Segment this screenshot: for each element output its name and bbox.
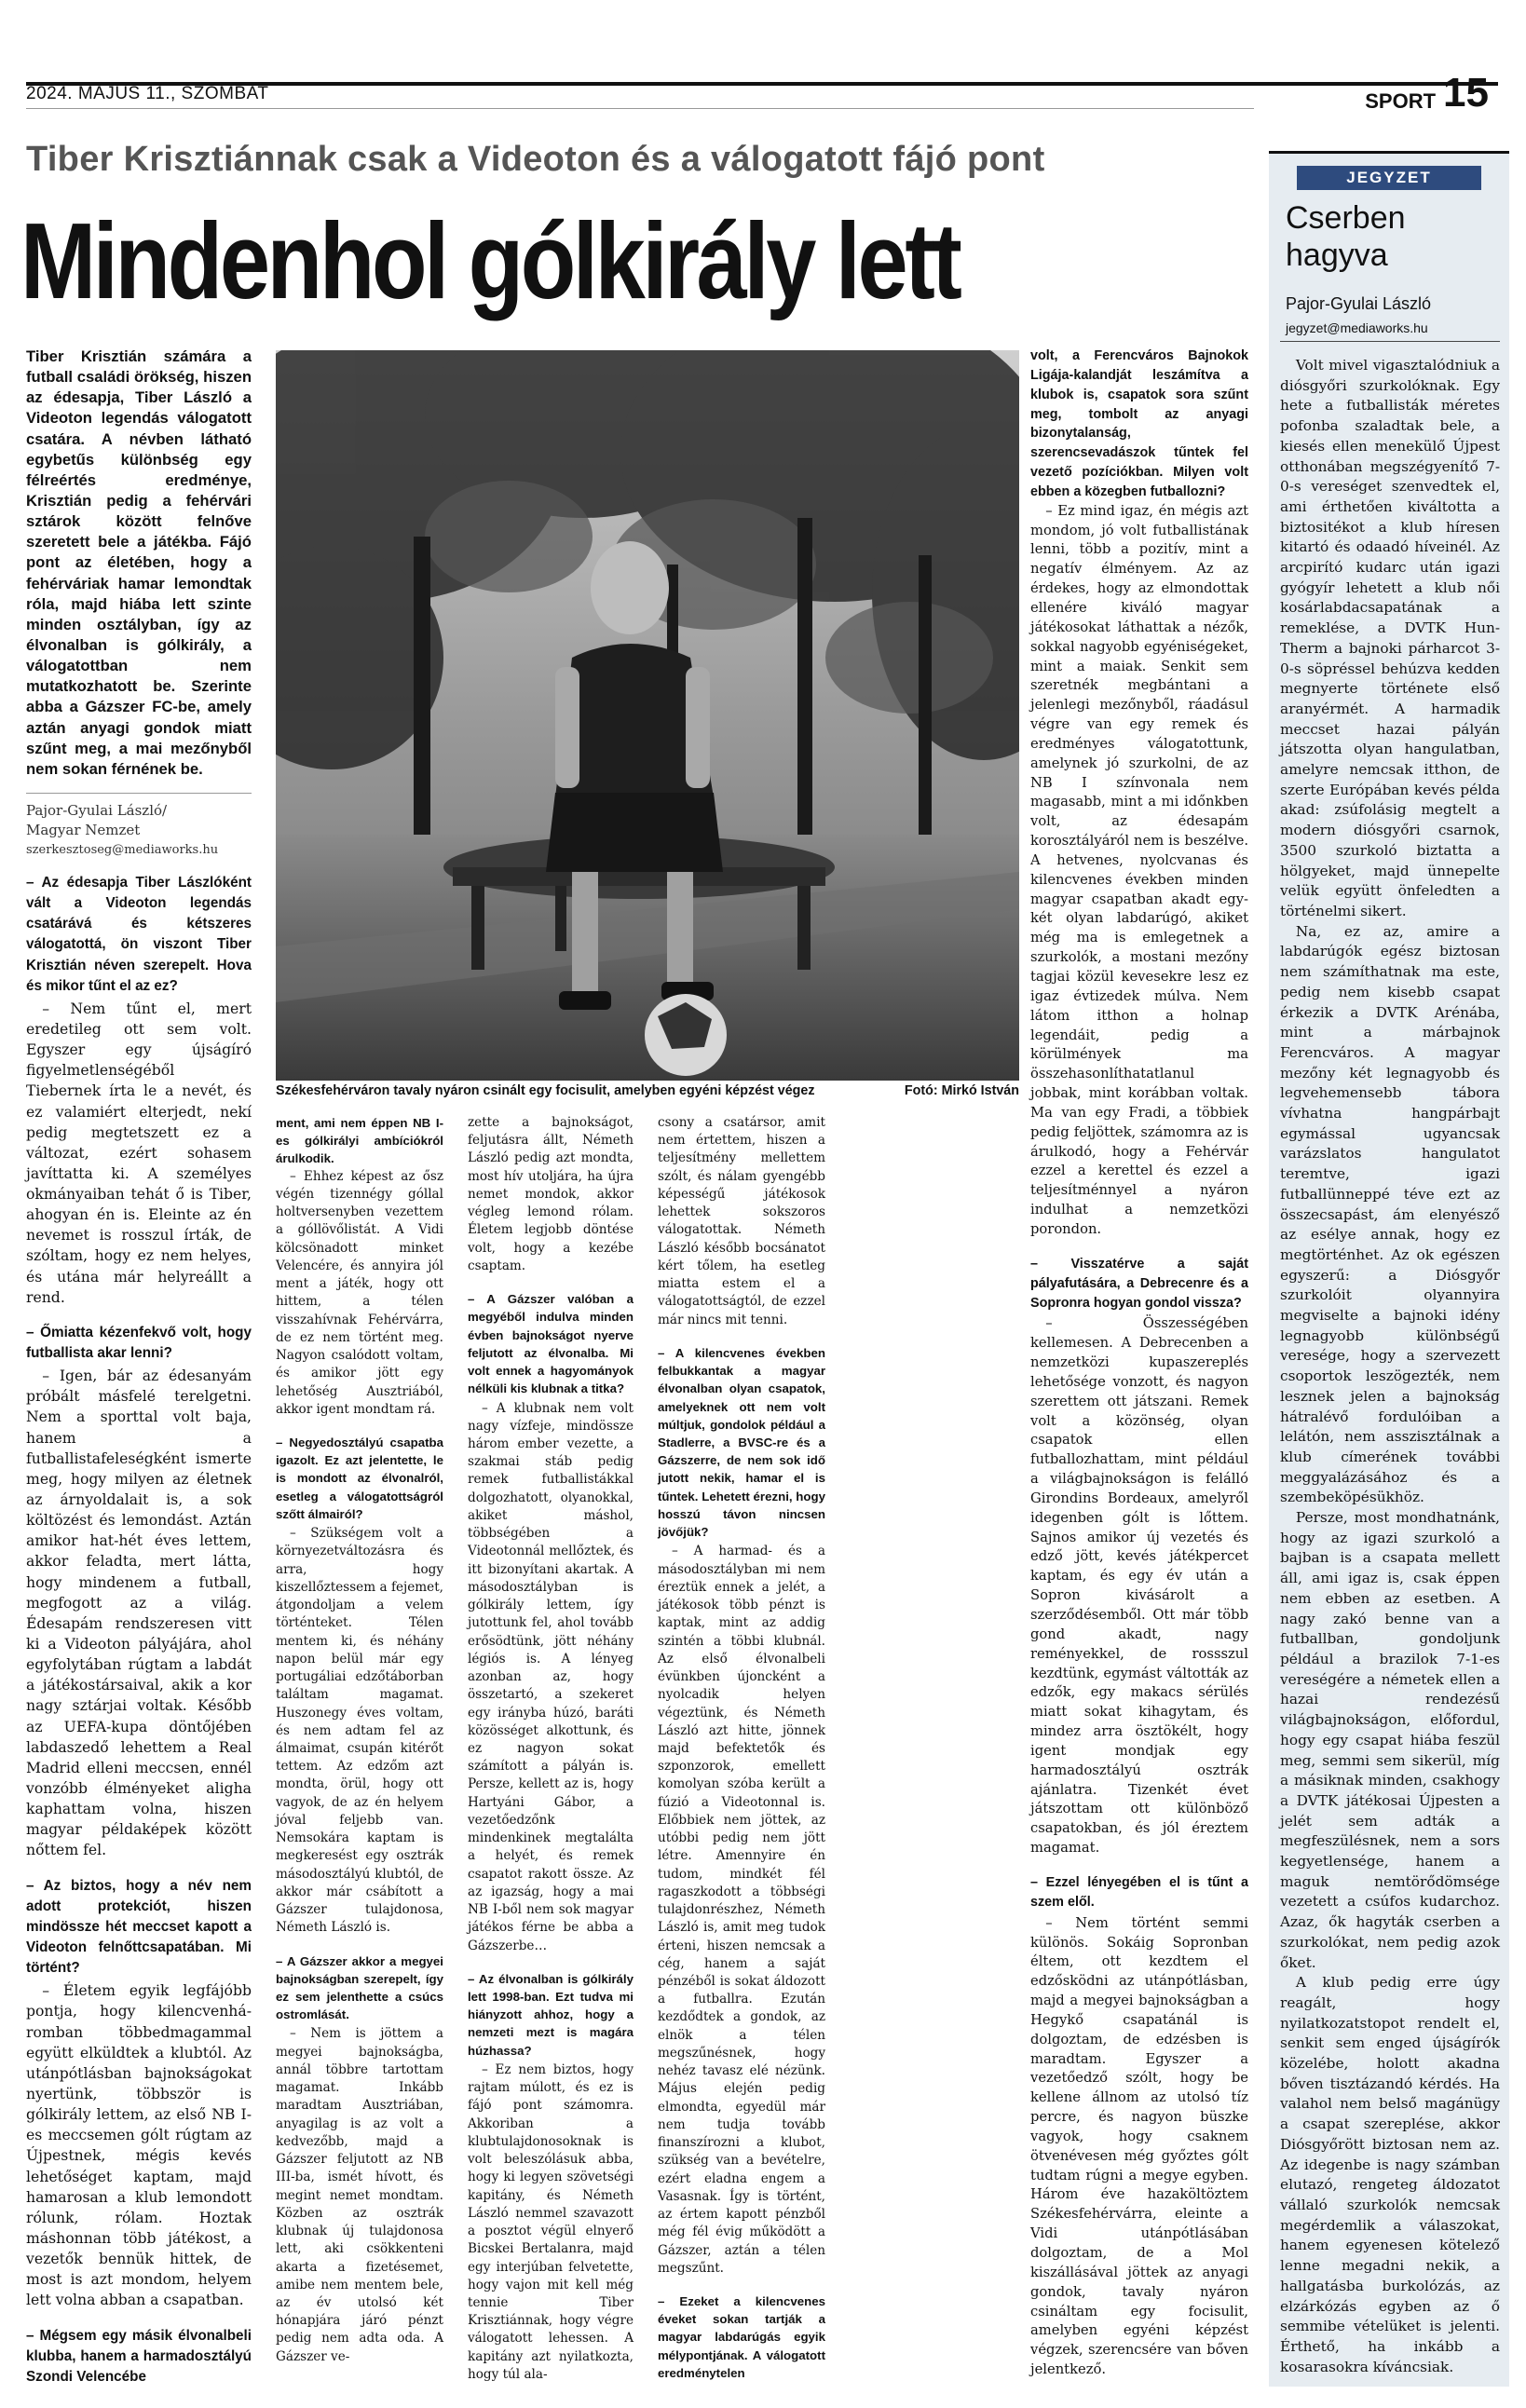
headline: Mindenhol gólkirály lett xyxy=(20,200,960,321)
lead-paragraph: Tiber Krisztián számára a futball családi örökség, hiszen az édesapja, Tiber László a Videoton legendás válogatott csatára. A névben látható egybetűs különbség egy félreértés eredménye, Krisztián pedig a fehérvári sztárok között felnőve szeretett bele a játékba. Fájó pont az életében, hogy a fehérváriak hamar lemondtak róla, majd hiába lett szinte minden osztályban, így az élvonalban is gólkirály, a válogatottban nem mutatkozhatott be. Szerinte abba a Gázszer FC-be, amely aztán anyagi gondok miatt szűnt meg, a mai mezőnyből nem sokan férnének be. xyxy=(26,347,252,778)
page-number: 15 xyxy=(1443,70,1489,116)
interview-question: – Visszatérve a saját pályafutására, a Debrecenre és a Sopronra hogyan gondol vissza? xyxy=(1030,1256,1248,1311)
body-paragraph: – A klubnak nem volt nagy vízfeje, mindössze három ember vezette, a szakmai stáb pedig remek futballistákkal dolgozhatott, olyanokkal, akiket máshol, többségében a Videotonnál mellőztek, és itt bizonyítani akartak. A másodosztályban is gólkirály lettem, így jutottunk fel, ahol tovább erősödtünk, jött néhány légiós is. A lényeg azonban az, hogy összetartó, a szekeret egy irányba húzó, baráti közösséget alkottunk, és ez nagyon sokat számított a pályán is. Persze, kellett az is, hogy Hartyáni Gábor, a vezetőedzőnk mindenkinek megtalálta a helyét, és remek csapatot rakott össze. Az az igazság, hogy a mai NB I-ből nem sok magyar játékos férne be abba a Gázszerbe… xyxy=(468,1400,634,1953)
byline xyxy=(26,793,252,860)
body-paragraph: – Szükségem volt a környezetváltozásra és arra, hogy kiszellőztessem a fejemet, átgondoljam a velem történteket. Télen mentem ki, és néhány napon belül már egy portugáliai edzőtáborban találtam magamat. Huszonegy éves voltam, és nem adtam fel az álmaimat, csupán kitérőt tettem. Az edzőm azt mondta, örül, hogy ott vagyok, de az én helyem jóval feljebb van. Nemsokára kaptam is megkeresést egy osztrák másodosztályú klubtól, de akkor már csábított a Gázszer tulajdonosa, Németh László is. xyxy=(276,1526,443,1936)
note-tag: JEGYZET xyxy=(1297,166,1481,190)
photo-caption xyxy=(276,1081,1019,1101)
interview-question: – Mégsem egy másik élvonalbeli klubba, hanem a harmadosztályú Szondi Velencébe xyxy=(26,2327,252,2385)
interview-question: – Az biztos, hogy a név nem adott protekciót, hiszen mindössze hét meccset kapott a Videoton felnőttcsapatában. Mi történt? xyxy=(26,1877,252,1977)
section-name: SPORT xyxy=(1365,89,1437,113)
interview-question: – Őmiatta kézenfekvő volt, hogy futballista akar lenni? xyxy=(26,1324,252,1362)
body-paragraph: – Nem is jöttem a megyei bajnokságba, annál többre tartottam magamat. Inkább maradtam Ausztriában, anyagilag is az volt a kedvezőbb, majd a Gázszer feljutott az NB III-ba, ismét hívott, és megint nemet mondtam. Közben az osztrák klubnak új tulajdonosa lett, aki csökkenteni akarta a fizetésemet, amibe nem mentem bele, az év utolsó két hónapjára járó pénzt pedig nem adta oda. A Gázszer ve- xyxy=(276,2026,443,2364)
kicker: Tiber Krisztiánnak csak a Videoton és a válogatott fájó pont xyxy=(26,140,1045,179)
column-1 xyxy=(26,347,252,2389)
note-email: jegyzet@mediaworks.hu xyxy=(1286,320,1428,335)
body-paragraph: – Ez nem biztos, hogy rajtam múlott, és ez is fájó pont számomra. Akkoriban a klubtulajdonosoknak is volt beleszólásuk abba, hogy ki legyen szövetségi kapitány, és Németh László nemmel szavazott a posztot végül elnyerő Bicskei Bertalanra, majd egy interjúban felvetette, hogy vajon mit kell még tennie Tiber Krisztiánnak, hogy végre válogatott lehessen. A kapitány azt nyilatkozta, hogy túl ala- xyxy=(468,2061,634,2382)
body-paragraph: – Életem egyik legfájóbb pontja, hogy kilencvenhá- romban többedmagammal együtt elküldtek a klubtól. Az utánpótlásban bajnokságokat nyertünk, többször is gólkirály lettem, az első NB I-es meccsemen gólt rúgtam az Újpestnek, mégis kevés lehetőséget kaptam, majd hamarosan a klub lemondott rólunk, rólam. Hoztak máshonnan több játékost, a vezetők bennük hittek, de most is azt mondom, helyem lett volna abban a csapatban. xyxy=(26,1981,252,2309)
issue-date: 2024. MÁJUS 11., SZOMBAT xyxy=(26,84,269,103)
note-separator xyxy=(1280,341,1500,342)
column-3 xyxy=(468,1114,634,2384)
body-paragraph: volt, a Ferencváros Bajnokok Ligája-kalandját leszámítva a klubok is, csapatok sora szűnt meg, tombolt az anyagi bizonytalanság, szerencsevadászok tűntek fel vezető pozíciókban. Milyen volt ebben a közegben futballozni? xyxy=(1030,348,1248,499)
note-paragraph: A klub pedig erre úgy reagált, hogy nyilatkozatstopot rendelt el, senkit sem enged újságírók közelébe, holott akadna bőven tisztázandó kérdés. Ha valahol nem belső magánügy a csapat szereplése, akkor Diósgyőrött biztosan nem az. Az idegenbe is nagy számban elutazó, rengeteg áldozatot vállaló szurkolók nemcsak megérdemlik a válaszokat, hanem egyenesen kötelező lenne megadni nekik, a hallgatásba burkolózás, az elzárkózás egyben az ő semmibe vételüket is jelenti. Érthető, ha inkább a kosarasokra kíváncsiak. xyxy=(1280,1974,1500,2375)
interview-question: – Ezeket a kilencvenes éveket sokan tartják a magyar labdarúgás egyik mélypontjának. A válogatott eredménytelen xyxy=(658,2294,825,2380)
note-title-line-1: Cserben xyxy=(1286,200,1406,236)
note-author: Pajor-Gyulai László xyxy=(1286,294,1432,313)
interview-question: – Az élvonalban is gólkirály lett 1998-ban. Ezt tudva mi hiányzott ahhoz, hogy a nemzeti mezt is magára húzhassa? xyxy=(468,1971,634,2058)
note-body xyxy=(1280,356,1500,2377)
column-4 xyxy=(658,1114,825,2384)
column-5 xyxy=(1030,347,1248,2380)
body-paragraph: – Ehhez képest az ősz végén tizennégy góllal holtversenyben vezettem a góllövőlistát. A Vidi kölcsönadott minket Velencére, és annyira jól ment a játék, hogy ott hittem, a télen visszahívnak Fehérvárra, de ez nem történt meg. Nagyon csalódott voltam, és amikor jött egy lehetőség Ausztriából, akkor igent mondtam rá. xyxy=(276,1168,443,1417)
byline-paper: Magyar Nemzet xyxy=(26,821,141,838)
byline-email: szerkesztoseg@mediaworks.hu xyxy=(26,842,219,857)
interview-question: – A Gázszer valóban a megyéből indulva minden évben bajnokságot nyerve feljutott az élvonalba. Mi volt ennek a hagyományok nélküli kis klubnak a titka? xyxy=(468,1292,634,1396)
photo-footballer-on-bench xyxy=(276,350,1019,1081)
note-paragraph: Persze, most mondhatnánk, hogy az igazi szurkoló a bajban is a csapata mellett áll, ami igaz is, csak éppen nem ebben az esetben. A nagy zakó benne van a futballban, gondoljunk például a brazilok 7-1-es vereségére a németek ellen a hazai rendezésű világbajnokságon, előfordul, hogy egy csapat hiába feszül meg, semmi sem sikerül, míg a másiknak minden, csakhogy a DVTK játékosai Újpesten a jelét sem adták a megfeszülésnek, nem a sors kegyetlensége, hanem a maguk nemtörődömsége vezetett a csúfos kudarchoz. Azaz, ők hagyták cserben a szurkolókat, nem pedig azok őket. xyxy=(1280,1509,1500,1971)
body-paragraph: – Nem történt semmi különös. Sokáig Sopronban éltem, ott kezdtem el edzősködni az utánpótlásban, majd a megyei bajnokságban a Hegykő csapatánál is dolgoztam, de edzésben is maradtam. Egyszer a vezetőedző szólt, hogy be kellene állnom az utolsó tíz percre, és nagyon büszke vagyok, hogy csaknem ötvenévesen még győztes gólt tudtam rúgni a megye egyben. Három éve hazaköltöztem Székesfehérvárra, eleinte a Vidi utánpótlásában dolgoztam, de a Mol kiszállásával jöttek az anyagi gondok, tavaly nyáron csináltam egy focisulit, amelyben egyéni képzést végzek, szerencsére van bőven jelentkező. xyxy=(1030,1914,1248,2378)
interview-question: – Ezzel lényegében el is tűnt a szem elől. xyxy=(1030,1874,1248,1910)
body-paragraph: csony a csatársor, amit nem értettem, hiszen a teljesítmény mellettem szólt, és nálam gyengébb képességű játékosok lehettek sokszoros válogatottak. Németh László később bocsánatot kért tőlem, ha esetleg miatta estem el a válogatottságtól, de ezzel már nincs mit tenni. xyxy=(658,1115,825,1327)
interview-question: – A kilencvenes években felbukkantak a magyar élvonalban olyan csapatok, amelyeknek ott nem volt múltjuk, gondolok például a Stadlerre, a BVSC-re és a Gázszerre, de nem sok idő jutott nekik, hamar el is tűntek. Lehetett érezni, hogy hosszú távon nincsen jövőjük? xyxy=(658,1345,825,1540)
section-label xyxy=(1365,70,1489,116)
column-2 xyxy=(276,1114,443,2366)
caption-text: Székesfehérváron tavaly nyáron csinált egy focisulit, amelyben egyéni képzést végez xyxy=(276,1083,815,1098)
body-paragraph: – Nem tűnt el, mert eredetileg ott sem volt. Egyszer egy újságíró figyelmetlenségéből Tiebernek írta le a nevét, és ez valamiért elterjedt, nekí pedig megtetszett ez a változat, ezért sohasem javíttatta ki. A személyes okmányaiban tehát ő is Tiber, ahogyan én is. Eleinte az én nevemet is rosszul írták, de szóltam, hogy ez nem helyes, és utána már helyreállt a rend. xyxy=(26,999,252,1306)
body-paragraph: zette a bajnokságot, feljutásra állt, Németh László pedig azt mondta, most hív utoljára, ha újra nemet mondok, akkor végleg lemond rólam. Életem legjobb döntése volt, hogy a kezébe csaptam. xyxy=(468,1115,634,1273)
byline-name: Pajor-Gyulai László/ xyxy=(26,801,168,819)
article-photo xyxy=(276,350,1019,1081)
body-paragraph: – Ez mind igaz, én mégis azt mondom, jó volt futballistának lenni, több a pozitív, mint a negatív élményem. Az az érdekes, hogy az elmondottak ellenére kiváló magyar játékosokat láthattak a nézők, sokkal nagyobb egyéniségeket, mint a maiak. Senkit sem szeretnék megbántani a jelenlegi mezőnyből, ráadásul végre van egy remek és eredményes válogatottunk, amelynek jó szurkolni, de az NB I színvonala nem magasabb, mint a mi időnkben volt, az édesapám korosztályáról nem is beszélve. A hetvenes, nyolcvanas és kilencvenes években minden magyar csapatban akadt egy-két olyan labdarúgó, akiket még ma is emlegetnek a szurkolók, a mostani mezőny tagjai közül kevesekre lesz ez igaz évtizedek múlva. Nem látom itthon a holnap legendáit, pedig a körülmények ma összehasonlíthatatlanul jobbak, mint korábban voltak. Ma van egy Fradi, a többiek pedig feljöttek, számomra az is árulkodó, hogy a Fehérvár ezzel a kerettel és ezzel a teljesítménnyel a nyáron indulhat a nemzetközi porondon. xyxy=(1030,502,1248,1237)
note-paragraph: Na, ez az, amire a labdarúgók egész biztosan nem számíthatnak ma este, pedig nem kisebb csapat érkezik a DVTK Arénába, mint a márbajnok Ferencváros. A magyar mezőny két legnagyobb és legvehemensebb tábora vívhatna hangpárbajt egymással ugyancsak varázslatos hangulatot teremtve, igazi futballünneppé téve ezt az összecsapást, ám elenyésző az esélye annak, hogy ez megtörténhet. Az ok egészen egyszerű: a Diósgyőr szurkolóit olyannyira megviselte a bajnoki idény legnagyobb különbségű veresége, hogy a szervezett csoportok leszögezték, nem lesznek jelen a bajnokság hátralévő fordulóiban a lelátón, nem asszisztálnak a klub címerének további meggyalázásához és a szembeköpésükhöz. xyxy=(1280,922,1500,1506)
interview-question: – A Gázszer akkor a megyei bajnokságban szerepelt, így ez sem jelenthette a csúcs ostromlását. xyxy=(276,1953,443,2022)
body-paragraph: – Összességében kellemesen. A Debrecenben a nemzetközi kupaszereplés lehetősége vonzott, és nagyon szerettem ott játszani. Remek volt a közönség, olyan csapatok ellen futballozhattam, mint például a világbajnokságon is felálló Girondins Bordeaux, amelyről idegenben gólt is lőttem. Sajnos amikor új vezetés és edző jött, kevés játékpercet kaptam, és egy év után a Sopron kivásárolt a szerződésemből. Ott már több gond akadt, nagy reményekkel, de rossszul kezdtünk, egymást váltották az edzők, egy makacs sérülés miatt sokat kihagytam, és mindez arra ösztökélt, hogy igent mondjak egy harmadosztályú osztrák ajánlatra. Tizenkét évet játszottam ott különböző csapatokban, és jól éreztem magamat. xyxy=(1030,1315,1248,1857)
interview-question: – Negyedosztályú csapatba igazolt. Ez azt jelentette, le is mondott az élvonalról, esetleg a válogatottságról szőtt álmairól? xyxy=(276,1435,443,1521)
body-paragraph: ment, ami nem éppen NB I-es gólkirályi ambíciókról árulkodik. xyxy=(276,1116,443,1166)
photo-credit: Fotó: Mirkó István xyxy=(904,1083,1019,1098)
note-paragraph: Volt mivel vigasztalódniuk a diósgyőri szurkolóknak. Egy hete a futballisták méretes pofonba szaladtak bele, a kiesés ellen menekülő Újpest otthonában megszégyenítő 7-0-s vereséget szenvedtek el, ami érthetően kiváltotta a biztositékot a klub híresen kitartó és odaadó híveinél. Az arcpirító kudarc után igazi gyógyír lehetett a klub női kosárlabdacsapatának a remeklése, a DVTK Hun-Therm a bajnoki párharcot 3-0-s söpréssel behúzva kedden megnyerte története első aranyérmét. A harmadik meccset hazai pályán játszotta olyan hangulatban, amelyre nemcsak itthon, de szerte Európában kevés példa akad: zsúfolásig megtelt a modern diósgyőri csarnok, 3500 szurkoló biztatta a hölgyeket, majd ünnepelte velük együtt önfeledten a történelmi sikert. xyxy=(1280,357,1500,919)
header-separator xyxy=(26,108,1254,109)
body-paragraph: – Igen, bár az édesanyám próbált másfelé terelgetni. Nem a sporttal volt baja, hanem a futballistafeleségként ismerte meg, hogy milyen az életnek az árnyoldalait is, a sok költözést és lemondást. Aztán amikor hat-hét éves lettem, akkor feladta, mert látta, hogy mindenem a futball, megfogott az a világ. Édesapám rendszeresen vitt ki a Videoton pályájára, ahol egyfolytában rúgtam a labdát a játékostársaival, akik a kor nagy sztárjai voltak. Később az UEFA-kupa döntőjében labdaszedő lehettem a Real Madrid elleni meccsen, ennél vonzóbb élményeket aligha kaphattam volna, hiszen magyar példaképek között nőttem fel. xyxy=(26,1367,252,1859)
body-paragraph: – A harmad- és a másodosztályban mi nem éreztük ennek a jelét, a játékosok több pénzt is kaptak, mint az addig szintén a többi klubnál. Az első élvonalbeli évünkben újoncként a nyolcadik helyen végeztünk, és Németh László azt hitte, jönnek majd befektetők és szponzorok, emellett komolyan szóba került a fúzió a Videotonnal is. Előbbiek nem jöttek, az utóbbi pedig nem jött létre. Amennyire én tudom, mindkét fél ragaszkodott a többségi tulajdonrészhez, Németh László is, amit meg tudok érteni, hiszen nemcsak a cég, hanem a saját pénzéből is sokat áldozott a futballra. Ezután kezdődtek a gondok, az elnök a télen megszűnésnek, hogy nehéz tavasz elé nézünk. Május elején pedig elmondta, egyedül már nem tudja tovább finanszírozni a klubot, szükség van a bevételre, ezért eladna engem a Vasasnak. Így is történt, az értem kapott pénzből még fél évig működött a Gázszer, aztán a télen megszűnt. xyxy=(658,1544,825,2276)
interview-question: – Az édesapja Tiber Lászlóként vált a Videoton legendás csatárává és kétszeres válogatottá, ön viszont Tiber Krisztián néven szerepelt. Hova és mikor tűnt el az ez? xyxy=(26,874,252,994)
note-title xyxy=(1286,199,1406,274)
note-title-line-2: hagyva xyxy=(1286,238,1388,273)
